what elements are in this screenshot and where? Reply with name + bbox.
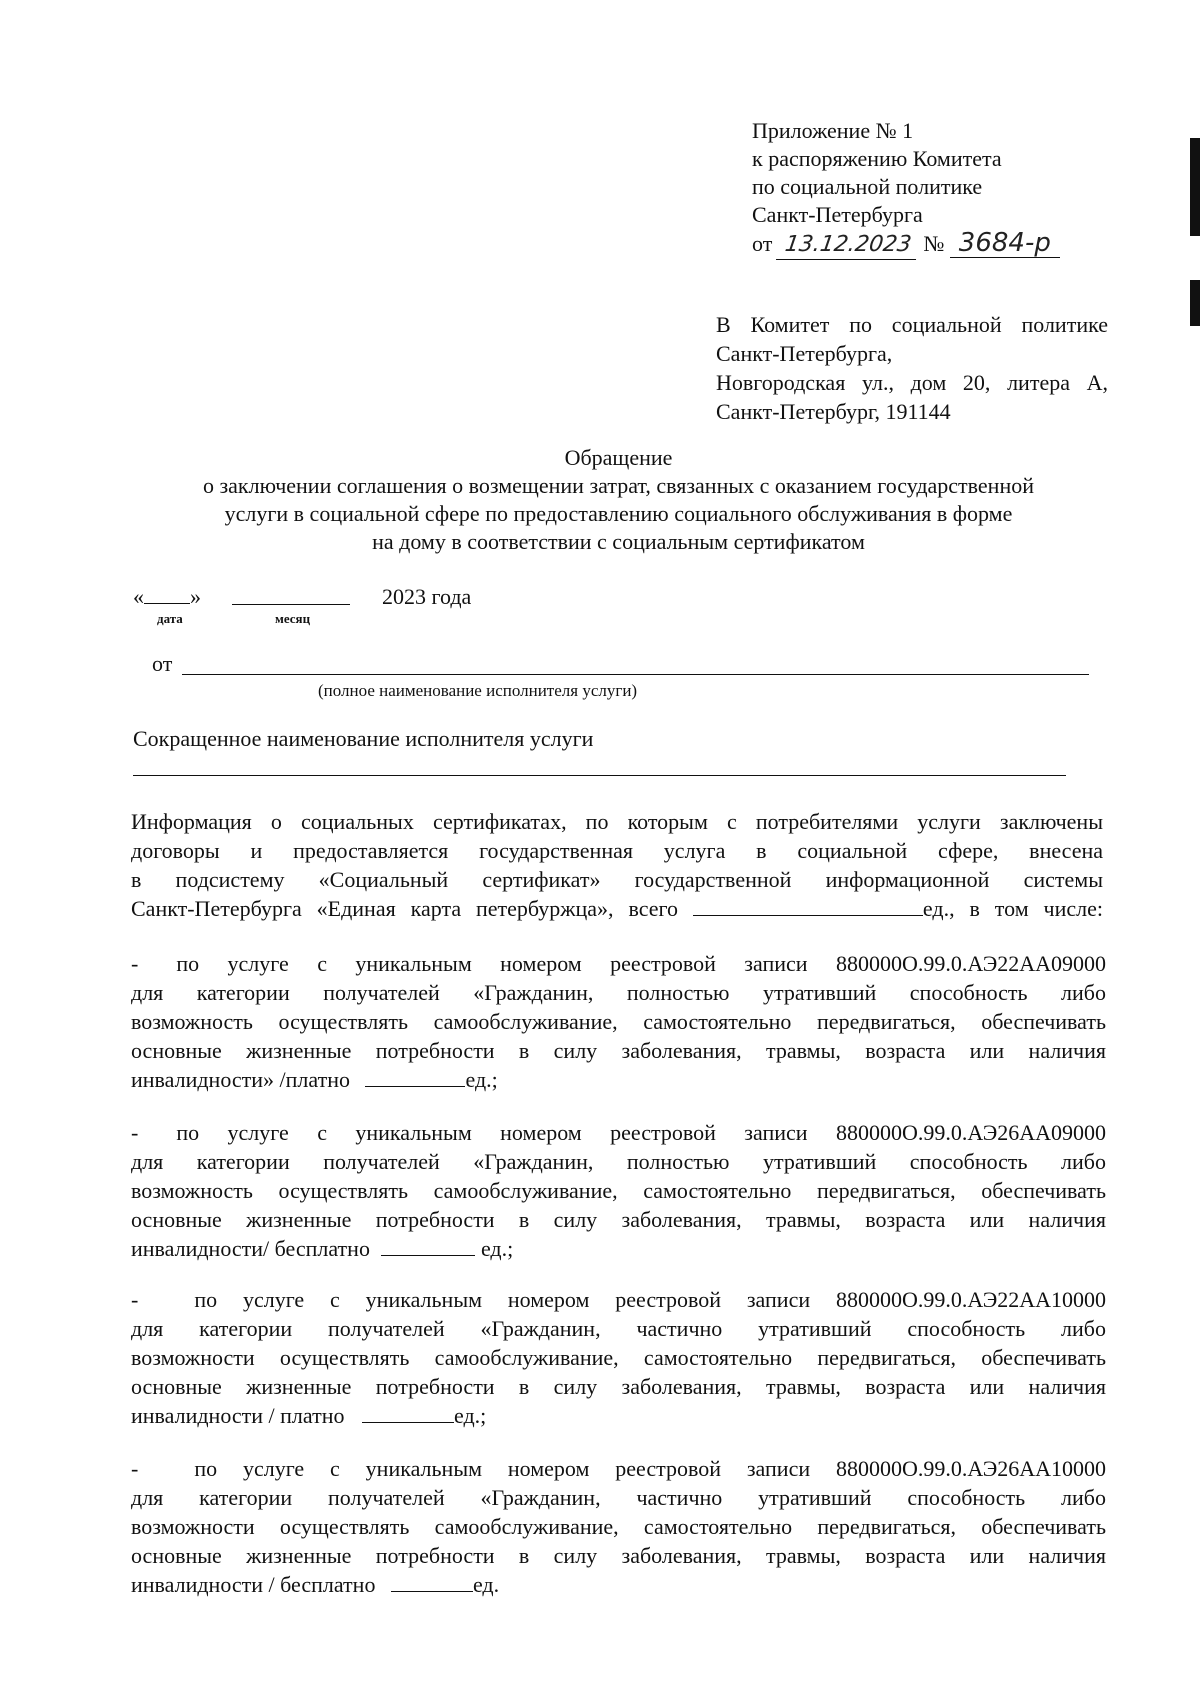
service-item-line-2: для категории получателей «Гражданин, полностью утративший способность либо (131, 980, 1106, 1005)
service-item-line-1 (131, 1454, 1106, 1483)
info-line-4 (131, 894, 1103, 923)
service-item-text: по услуге с уникальным номером реестровой записи 880000О.99.0.АЭ26АА10000 (194, 1456, 1106, 1481)
appendix-line-4: Санкт-Петербурга (752, 202, 923, 227)
service-item-payment: инвалидности» /платно (131, 1067, 350, 1092)
month-caption: месяц (275, 611, 311, 626)
info-line-2: договоры и предоставляется государственная услуга в социальной сфере, внесена (131, 838, 1103, 863)
service-item-line-2: для категории получателей «Гражданин, полностью утративший способность либо (131, 1149, 1106, 1174)
bullet: - (131, 1120, 139, 1145)
service-item-count-blank[interactable] (362, 1402, 454, 1423)
service-item-3 (131, 1285, 1106, 1430)
date-year: 2023 года (382, 584, 472, 609)
from-label: от (152, 651, 173, 676)
service-item-text: по услуге с уникальным номером реестровой записи 880000О.99.0.АЭ22АА10000 (194, 1287, 1106, 1312)
addressee-line-2: Санкт-Петербурга, (716, 341, 893, 366)
service-item-line-3: возможности осуществлять самообслуживание, самостоятельно передвигаться, обеспечивать (131, 1514, 1106, 1539)
day-caption: дата (157, 611, 183, 626)
addressee-line-1: В Комитет по социальной политике (716, 312, 1108, 337)
service-item-unit: ед. (472, 1572, 500, 1597)
service-item-unit: ед.; (465, 1067, 498, 1092)
date-open-quote: « (133, 584, 144, 609)
service-item-line-2: для категории получателей «Гражданин, частично утративший способность либо (131, 1485, 1106, 1510)
info-line-1: Информация о социальных сертификатах, по которым с потребителями услуги заключены (131, 809, 1103, 834)
info-line-3: в подсистему «Социальный сертификат» государственной информационной системы (131, 867, 1103, 892)
date-line (133, 583, 201, 611)
service-item-text: по услуге с уникальным номером реестровой записи 880000О.99.0.АЭ22АА09000 (176, 951, 1106, 976)
short-name-blank[interactable] (133, 775, 1066, 776)
bullet: - (131, 1287, 139, 1312)
service-item-line-3: возможности осуществлять самообслуживание, самостоятельно передвигаться, обеспечивать (131, 1345, 1106, 1370)
service-item-count-blank[interactable] (381, 1235, 475, 1256)
service-item-line-1 (131, 949, 1106, 978)
day-blank[interactable] (144, 583, 190, 604)
short-name-label: Сокращенное наименование исполнителя услуги (133, 726, 594, 751)
appendix-date-prefix: от (752, 231, 773, 256)
appendix-number-sign: № (923, 231, 945, 256)
service-item-line-5 (131, 1401, 1106, 1430)
service-item-line-5 (131, 1065, 1106, 1094)
addressee-line-3: Новгородская ул., дом 20, литера А, (716, 370, 1108, 395)
service-item-count-blank[interactable] (391, 1571, 473, 1592)
appendix-number-value: 3684-р (950, 229, 1060, 258)
service-item-line-5 (131, 1570, 1106, 1599)
service-item-payment: инвалидности / бесплатно (131, 1572, 376, 1597)
service-item-line-4: основные жизненные потребности в силу заболевания, травмы, возраста или наличия (131, 1207, 1106, 1232)
info-paragraph (131, 807, 1103, 923)
service-item-line-4: основные жизненные потребности в силу заболевания, травмы, возраста или наличия (131, 1543, 1106, 1568)
service-item-line-2: для категории получателей «Гражданин, частично утративший способность либо (131, 1316, 1106, 1341)
appendix-date-value: 13.12.2023 (776, 231, 920, 260)
date-close-quote: » (190, 584, 201, 609)
addressee-line-4: Санкт-Петербург, 191144 (716, 399, 951, 424)
service-item-unit: ед.; (480, 1236, 514, 1261)
scan-edge-mark-top (1190, 138, 1200, 236)
service-item-payment: инвалидности/ бесплатно (131, 1236, 370, 1261)
service-item-line-4: основные жизненные потребности в силу заболевания, травмы, возраста или наличия (131, 1038, 1106, 1063)
service-item-line-5 (131, 1234, 1106, 1263)
document-subtitle-line-2: услуги в социальной сфере по предоставлению социального обслуживания в форме (224, 501, 1013, 526)
document-heading: Обращение (564, 445, 673, 470)
appendix-line-1: Приложение № 1 (752, 118, 914, 143)
service-item-payment: инвалидности / платно (131, 1403, 345, 1428)
bullet: - (131, 951, 139, 976)
service-item-line-3: возможность осуществлять самообслуживание, самостоятельно передвигаться, обеспечивать (131, 1178, 1106, 1203)
full-name-blank[interactable] (182, 674, 1089, 675)
total-count-blank[interactable] (693, 895, 923, 916)
service-item-1 (131, 949, 1106, 1094)
scan-edge-mark-middle (1190, 280, 1200, 326)
document-subtitle-line-3: на дому в соответствии с социальным сертификатом (372, 529, 865, 554)
bullet: - (131, 1456, 139, 1481)
service-item-line-4: основные жизненные потребности в силу заболевания, травмы, возраста или наличия (131, 1374, 1106, 1399)
appendix-date-line (752, 229, 1060, 260)
info-line-4-text: Санкт-Петербурга «Единая карта петербуржца», всего (131, 896, 678, 921)
service-item-count-blank[interactable] (365, 1066, 465, 1087)
service-item-4 (131, 1454, 1106, 1599)
service-item-2 (131, 1118, 1106, 1263)
service-item-unit: ед.; (453, 1403, 487, 1428)
appendix-line-3: по социальной политике (752, 174, 983, 199)
info-line-4-unit: ед., в том числе: (922, 896, 1104, 921)
service-item-text: по услуге с уникальным номером реестровой записи 880000О.99.0.АЭ26АА09000 (176, 1120, 1106, 1145)
full-name-caption: (полное наименование исполнителя услуги) (318, 681, 638, 700)
service-item-line-1 (131, 1285, 1106, 1314)
service-item-line-3: возможность осуществлять самообслуживание, самостоятельно передвигаться, обеспечивать (131, 1009, 1106, 1034)
service-item-line-1 (131, 1118, 1106, 1147)
appendix-line-2: к распоряжению Комитета (752, 146, 1002, 171)
document-subtitle-line-1: о заключении соглашения о возмещении затрат, связанных с оказанием государственной (202, 473, 1035, 498)
month-blank[interactable] (232, 604, 350, 605)
